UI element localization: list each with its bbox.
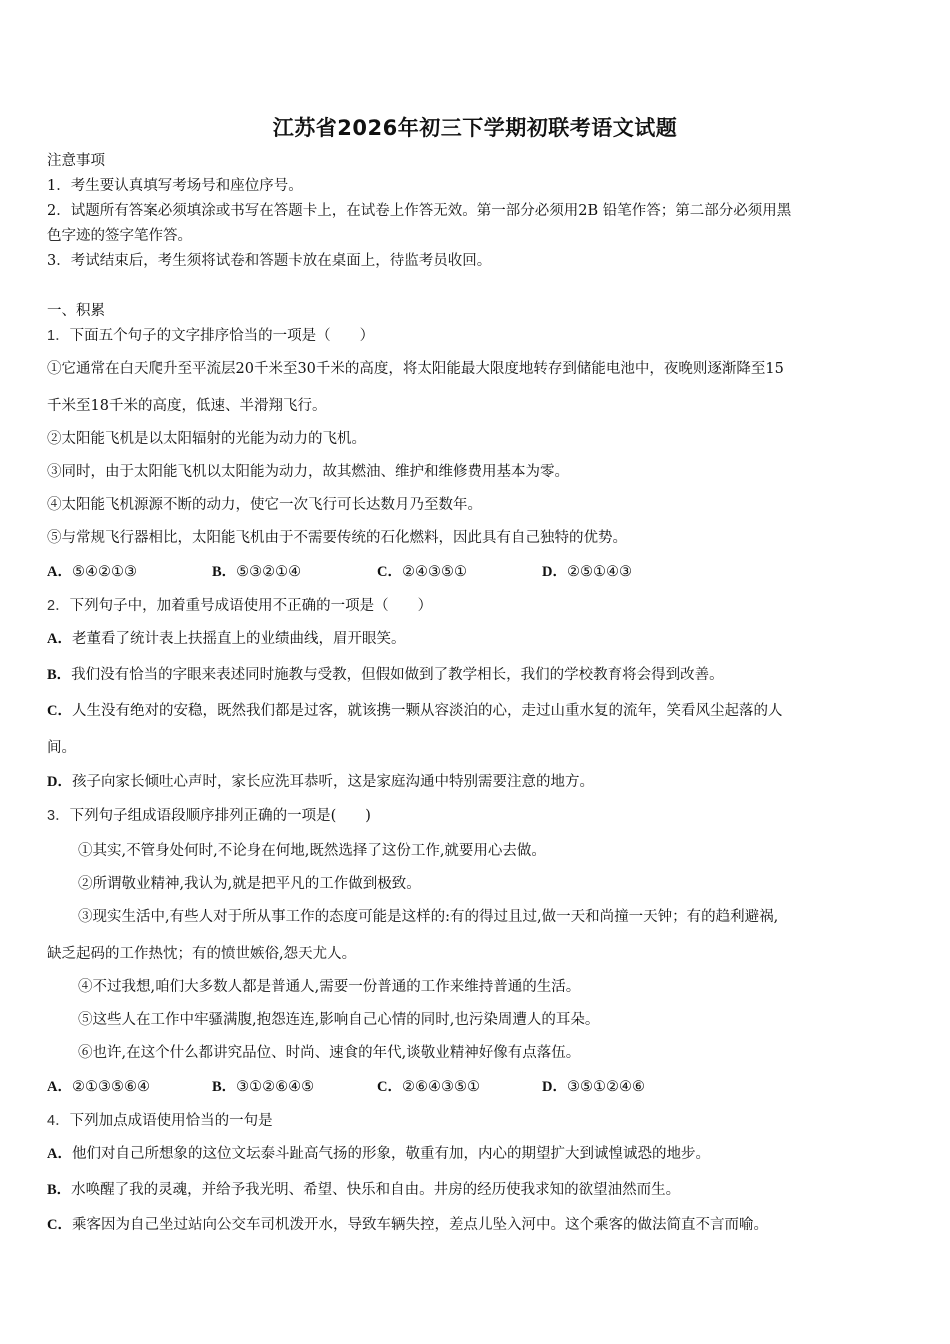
question-3	[47, 805, 906, 827]
q3-option-b[interactable]: B．③①②⑥④⑤	[212, 1079, 315, 1095]
question-stem: 下列加点成语使用恰当的一句是	[69, 1113, 273, 1129]
question-stem: 下面五个句子的文字排序恰当的一项是（ ）	[69, 328, 375, 344]
notice-item-3: 3．考试结束后，考生须将试卷和答题卡放在桌面上，待监考员收回。	[47, 253, 492, 269]
q3-options	[47, 1076, 645, 1098]
question-4	[47, 1110, 906, 1132]
notice-item-2-cont: 色字迹的签字笔作答。	[47, 228, 192, 244]
question-number: 4．	[47, 1113, 70, 1129]
q2-option-a[interactable]: A．老董看了统计表上扶摇直上的业绩曲线，眉开眼笑。	[47, 631, 406, 647]
q1-option-c[interactable]: C．②④③⑤①	[377, 564, 467, 580]
question-2	[47, 595, 906, 617]
q3-option-d[interactable]: D．③⑤①②④⑥	[542, 1079, 645, 1095]
question-stem: 下列句子组成语段顺序排列正确的一项是( )	[69, 808, 371, 824]
q2-option-c-cont: 间。	[47, 740, 76, 756]
q3-sentence-6: ⑥也许,在这个什么都讲究品位、时尚、速食的年代,谈敬业精神好像有点落伍。	[78, 1045, 581, 1061]
page-title: 江苏省2026年初三下学期初联考语文试题	[272, 116, 678, 140]
q4-option-c[interactable]: C．乘客因为自己坐过站向公交车司机泼开水，导致车辆失控，差点儿坠入河中。这个乘客的做法简直不言而喻。	[47, 1217, 768, 1233]
q4-option-a[interactable]: A．他们对自己所想象的这位文坛泰斗趾高气扬的形象，敬重有加，内心的期望扩大到诚惶诚恐的地步。	[47, 1146, 710, 1162]
q3-option-c[interactable]: C．②⑥④③⑤①	[377, 1079, 480, 1095]
q1-sentence-1-cont: 千米至18千米的高度，低速、半滑翔飞行。	[47, 398, 327, 414]
q1-sentence-4: ④太阳能飞机源源不断的动力，使它一次飞行可长达数月乃至数年。	[47, 497, 482, 513]
q1-option-a[interactable]: A．⑤④②①③	[47, 564, 137, 580]
q1-sentence-1: ①它通常在白天爬升至平流层20千米至30千米的高度，将太阳能最大限度地转存到储能电池中，夜晚则逐渐降至15	[47, 361, 784, 377]
q1-options	[47, 561, 632, 583]
question-1	[47, 325, 906, 347]
question-number: 2．	[47, 598, 70, 614]
notice-heading: 注意事项	[47, 153, 105, 169]
q1-sentence-3: ③同时，由于太阳能飞机以太阳能为动力，故其燃油、维护和维修费用基本为零。	[47, 464, 569, 480]
notice-item-1: 1．考生要认真填写考场号和座位序号。	[47, 178, 303, 194]
q1-option-b[interactable]: B．⑤③②①④	[212, 564, 302, 580]
q3-sentence-4: ④不过我想,咱们大多数人都是普通人,需要一份普通的工作来维持普通的生活。	[78, 979, 581, 995]
q2-option-b[interactable]: B．我们没有恰当的字眼来表述同时施教与受教，但假如做到了教学相长，我们的学校教育将会得到改善。	[47, 667, 724, 683]
question-number: 1．	[47, 328, 70, 344]
q4-option-b[interactable]: B．水唤醒了我的灵魂，并给予我光明、希望、快乐和自由。井房的经历使我求知的欲望油然而生。	[47, 1182, 681, 1198]
q1-sentence-2: ②太阳能飞机是以太阳辐射的光能为动力的飞机。	[47, 431, 366, 447]
q3-sentence-3-cont: 缺乏起码的工作热忱；有的愤世嫉俗,怨天尤人。	[47, 946, 357, 962]
question-stem: 下列句子中，加着重号成语使用不正确的一项是（ ）	[69, 598, 433, 614]
q3-sentence-3: ③现实生活中,有些人对于所从事工作的态度可能是这样的:有的得过且过,做一天和尚撞一天钟；有的趋利避祸,	[78, 909, 779, 925]
q1-option-d[interactable]: D．②⑤①④③	[542, 564, 632, 580]
q3-sentence-1: ①其实,不管身处何时,不论身在何地,既然选择了这份工作,就要用心去做。	[78, 843, 546, 859]
notice-item-2: 2．试题所有答案必须填涂或书写在答题卡上，在试卷上作答无效。第一部分必须用2B 铅笔作答；第二部分必须用黑	[47, 203, 792, 219]
q3-sentence-5: ⑤这些人在工作中牢骚满腹,抱怨连连,影响自己心情的同时,也污染周遭人的耳朵。	[78, 1012, 600, 1028]
q2-option-d[interactable]: D．孩子向家长倾吐心声时，家长应洗耳恭听，这是家庭沟通中特别需要注意的地方。	[47, 774, 594, 790]
section-heading: 一、积累	[47, 303, 105, 319]
q3-option-a[interactable]: A．②①③⑤⑥④	[47, 1079, 150, 1095]
question-number: 3．	[47, 808, 70, 824]
q1-sentence-5: ⑤与常规飞行器相比，太阳能飞机由于不需要传统的石化燃料，因此具有自己独特的优势。	[47, 530, 627, 546]
q2-option-c[interactable]: C．人生没有绝对的安稳，既然我们都是过客，就该携一颗从容淡泊的心，走过山重水复的流年，笑看风尘起落的人	[47, 703, 783, 719]
q3-sentence-2: ②所谓敬业精神,我认为,就是把平凡的工作做到极致。	[78, 876, 421, 892]
